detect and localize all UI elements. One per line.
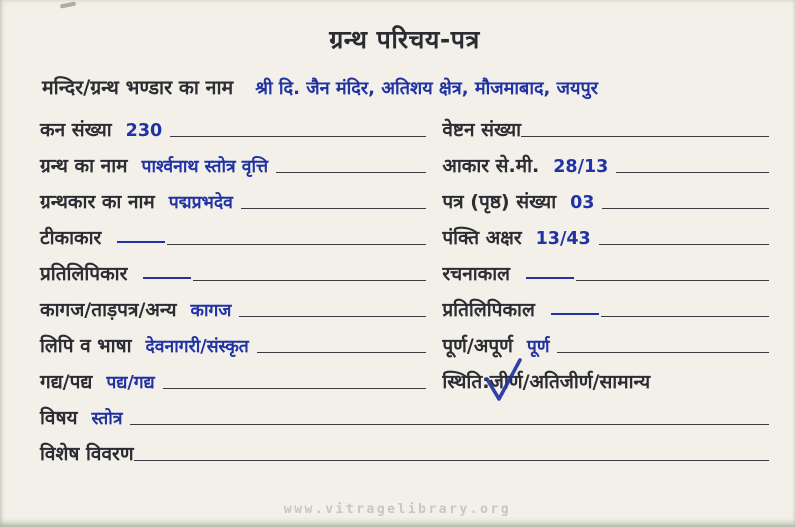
- form-row: [40, 108, 769, 144]
- watermark-text: www.vitragelibrary.org: [283, 502, 512, 517]
- handwritten-dash: [526, 277, 574, 279]
- ruled-line: [599, 244, 769, 245]
- condition-checked-word: [490, 371, 523, 394]
- condition-checked-text: जीर्ण: [489, 370, 523, 393]
- form-row: [40, 324, 769, 360]
- form-row: [40, 180, 769, 216]
- temple-name-row: [42, 76, 769, 100]
- field-prose-verse: [40, 371, 442, 396]
- ruled-line: [601, 316, 769, 317]
- field-label: पंक्ति अक्षर: [442, 226, 522, 249]
- field-value: कागज: [190, 300, 232, 321]
- field-serial-number: [40, 119, 442, 144]
- field-subject: [40, 407, 769, 432]
- form-row: [40, 216, 769, 252]
- field-label: प्रतिलिपिकार: [40, 262, 128, 285]
- field-label: गद्य/पद्य: [40, 370, 93, 393]
- field-label: कागज/ताड़पत्र/अन्य: [40, 298, 177, 321]
- field-value: 13/43: [535, 228, 591, 249]
- field-value: 230: [125, 120, 163, 141]
- field-value: 03: [570, 192, 595, 213]
- ruled-line: [193, 280, 426, 281]
- temple-name-value: श्री दि. जैन मंदिर, अतिशय क्षेत्र, मौजमाबाद, जयपुर: [255, 78, 599, 99]
- ruled-line: [557, 352, 769, 353]
- field-value: पूर्ण: [526, 336, 550, 357]
- form-row: [40, 288, 769, 324]
- ruled-line: [276, 172, 426, 173]
- ruled-line: [170, 136, 426, 137]
- field-value: 28/13: [553, 156, 609, 177]
- ruled-line: [521, 136, 769, 137]
- field-label: वेष्टन संख्या: [442, 118, 522, 141]
- field-value: पद्य/गद्य: [106, 372, 155, 393]
- ruled-line: [167, 244, 426, 245]
- ruled-line: [130, 424, 769, 425]
- ruled-line: [602, 208, 769, 209]
- form-row: [40, 252, 769, 288]
- field-copy-date: [442, 299, 769, 324]
- ruled-line: [163, 388, 427, 389]
- field-bundle-number: [442, 119, 769, 144]
- field-material: [40, 299, 442, 324]
- field-lines-letters: [442, 227, 769, 252]
- field-value: पार्श्वनाथ स्तोत्र वृत्ति: [141, 156, 269, 177]
- ruled-line: [134, 460, 769, 461]
- field-value: देवनागरी/संस्कृत: [145, 336, 249, 357]
- form-row: [40, 144, 769, 180]
- field-label: लिपि व भाषा: [40, 334, 132, 357]
- field-value: स्तोत्र: [91, 408, 123, 429]
- field-size-cm: [442, 155, 769, 180]
- ruled-line: [616, 172, 769, 173]
- field-author-name: [40, 191, 442, 216]
- ruled-line: [257, 352, 427, 353]
- field-condition: [442, 371, 769, 396]
- field-label: ग्रन्थकार का नाम: [40, 190, 155, 213]
- form-row: [40, 432, 769, 468]
- card-content: [40, 14, 769, 468]
- field-label: विषय: [40, 406, 78, 429]
- field-commentator: [40, 227, 442, 252]
- field-page-count: [442, 191, 769, 216]
- field-label: कन संख्या: [40, 118, 112, 141]
- field-value: पद्मप्रभदेव: [168, 192, 233, 213]
- handwritten-dash: [117, 241, 165, 243]
- field-label: टीकाकार: [40, 226, 102, 249]
- form-row: [40, 396, 769, 432]
- ruled-line: [576, 280, 769, 281]
- field-completeness: [442, 335, 769, 360]
- condition-label-suffix: /अतिजीर्ण/सामान्य: [522, 370, 651, 393]
- handwritten-dash: [143, 277, 191, 279]
- temple-name-label: मन्दिर/ग्रन्थ भण्डार का नाम: [42, 76, 234, 99]
- handwritten-dash: [551, 313, 599, 315]
- ruled-line: [239, 316, 426, 317]
- field-book-name: [40, 155, 442, 180]
- field-label: पूर्ण/अपूर्ण: [442, 334, 513, 357]
- field-special-details: [40, 443, 769, 468]
- page-title: ग्रन्थ परिचय-पत्र: [329, 25, 480, 54]
- condition-label-prefix: स्थिति:: [442, 370, 490, 393]
- field-label: विशेष विवरण: [40, 442, 134, 465]
- form-row: [40, 360, 769, 396]
- field-label: ग्रन्थ का नाम: [40, 154, 128, 177]
- field-label: प्रतिलिपिकाल: [442, 298, 535, 321]
- ruled-line: [241, 208, 427, 209]
- field-label: पत्र (पृष्ठ) संख्या: [442, 190, 557, 213]
- field-copyist: [40, 263, 442, 288]
- form-rows: [40, 108, 769, 468]
- field-composition-date: [442, 263, 769, 288]
- field-label: आकार से.मी.: [442, 154, 540, 177]
- field-script-language: [40, 335, 442, 360]
- scan-speck: [60, 1, 76, 8]
- field-label: रचनाकाल: [442, 262, 511, 285]
